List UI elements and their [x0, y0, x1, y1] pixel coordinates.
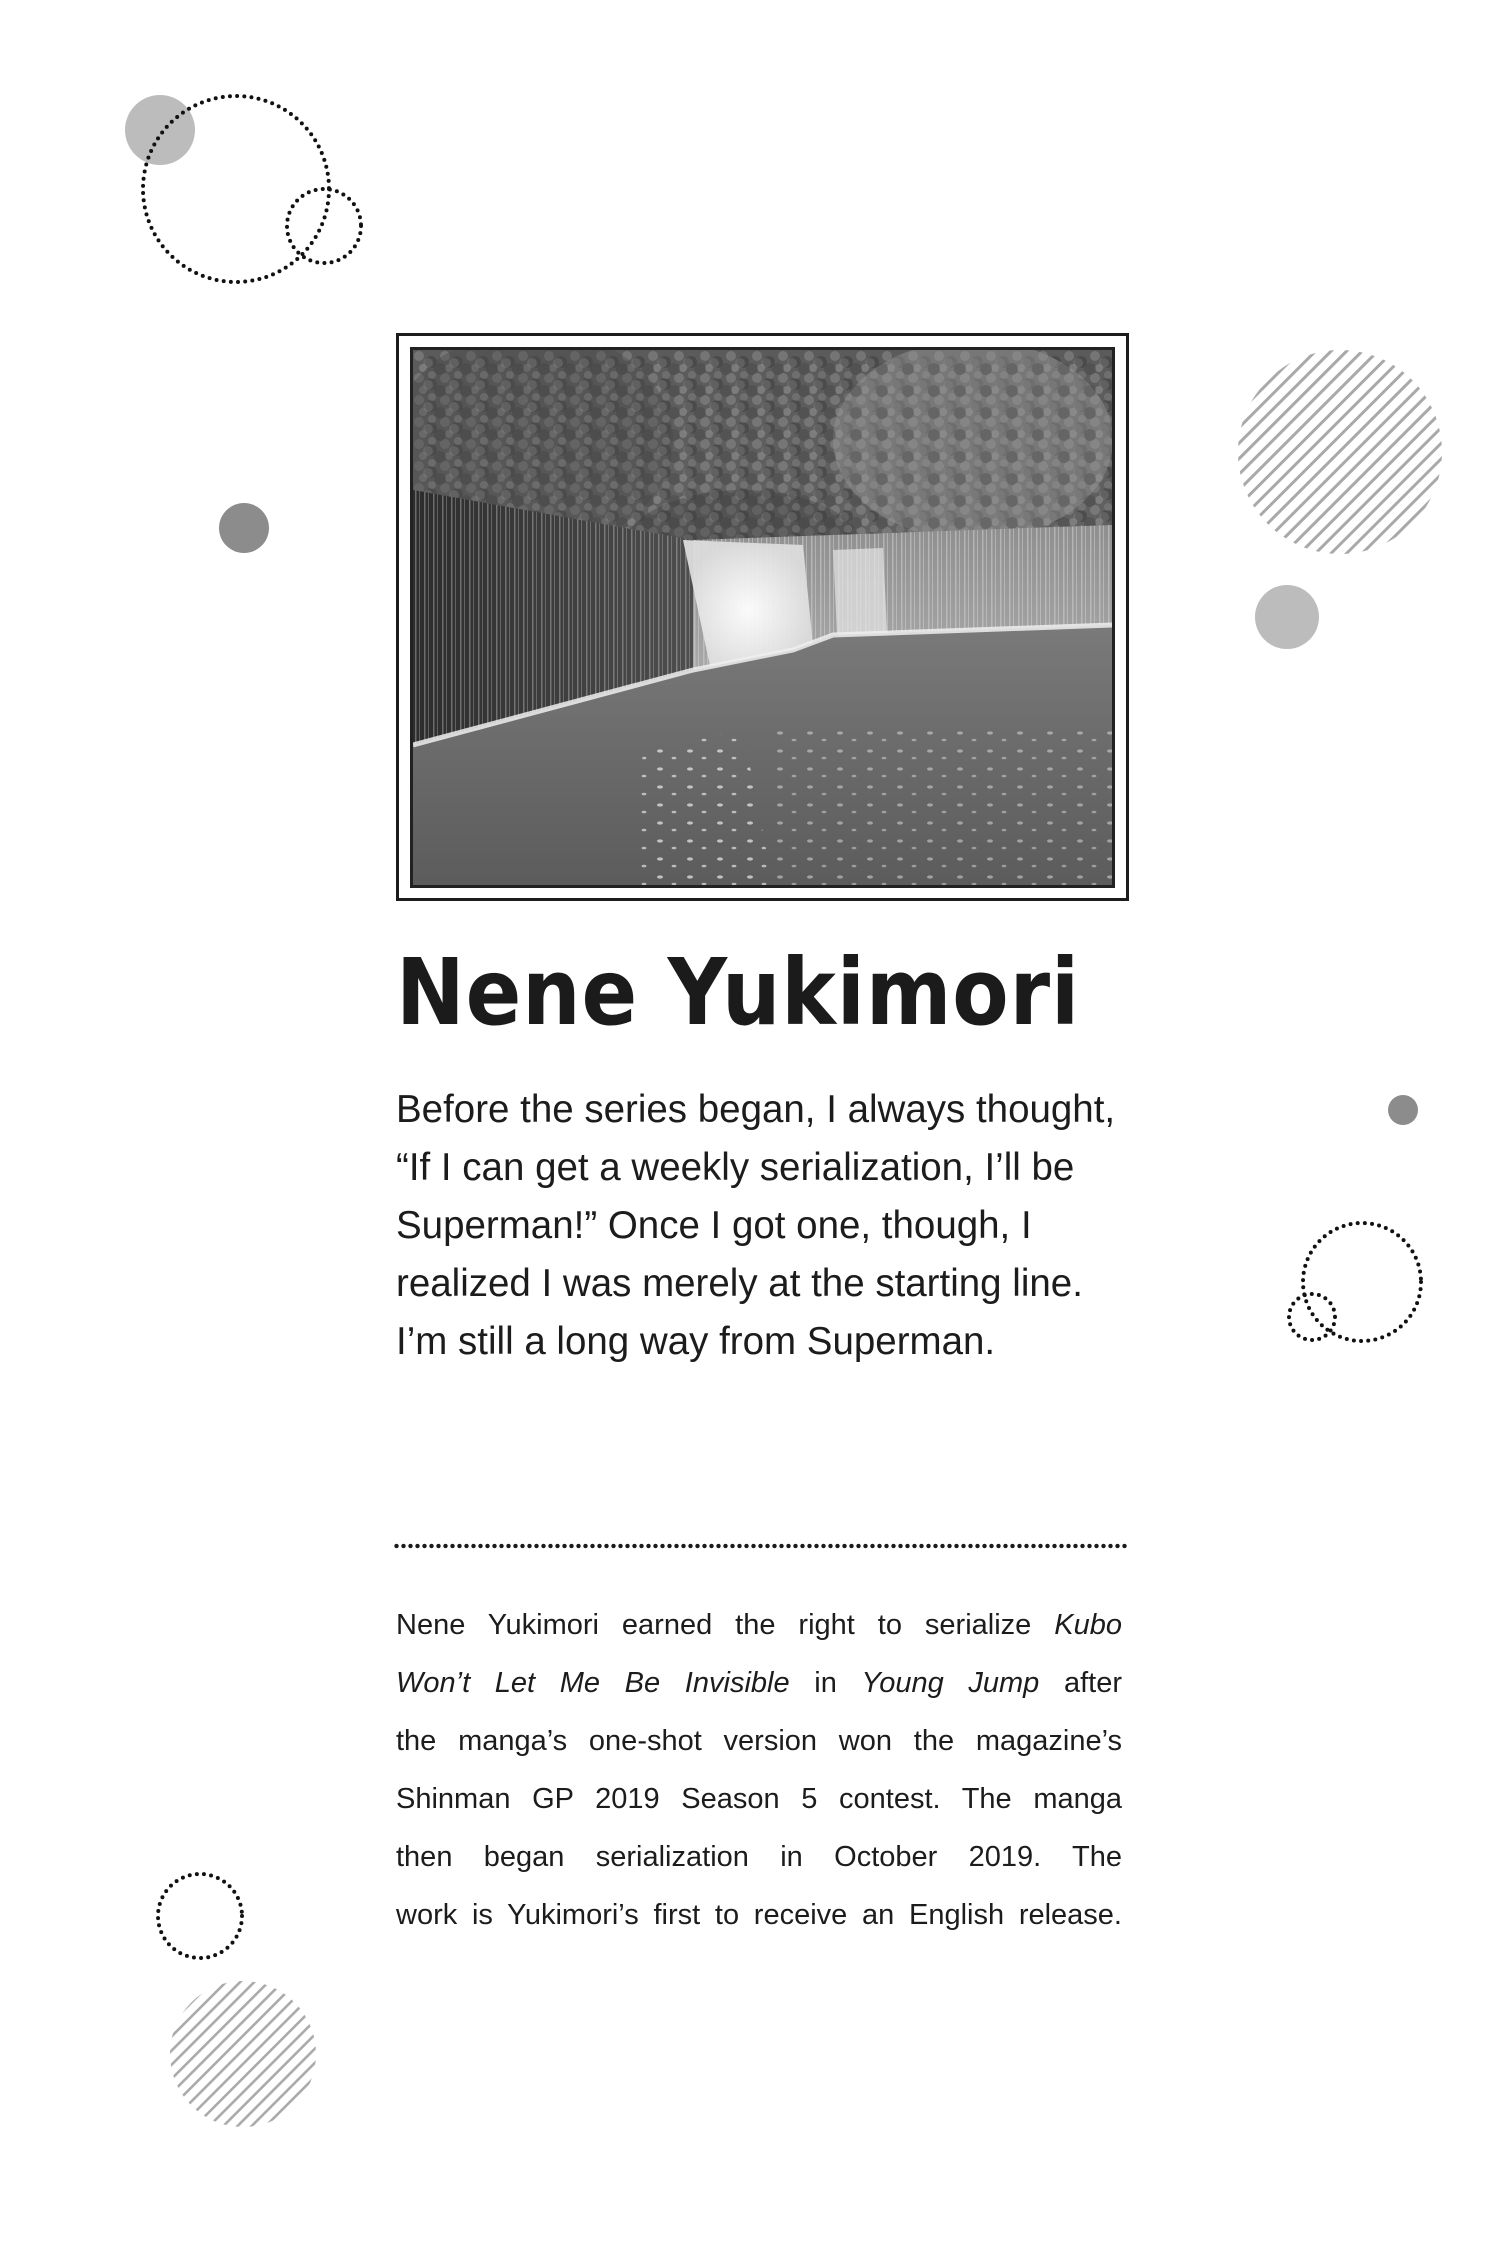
dark-dot-right	[1388, 1095, 1418, 1125]
series-title-part: Kubo	[1054, 1609, 1122, 1641]
quote-line: “If I can get a weekly serialization, I’ll be	[396, 1146, 1075, 1189]
hatched-circle-bottom-left	[170, 1981, 316, 2127]
waterfall-photo	[410, 347, 1115, 888]
bio-line	[396, 1596, 1122, 1654]
bio-line: then began serialization in October 2019. The	[396, 1841, 1122, 1873]
bio-text: after	[1063, 1667, 1122, 1699]
author-quote	[396, 1081, 1156, 1371]
bio-text: in	[814, 1667, 837, 1699]
photo-frame	[396, 333, 1129, 901]
gray-dot-left	[219, 503, 269, 553]
dotted-divider	[393, 1543, 1127, 1549]
bio-line: Shinman GP 2019 Season 5 contest. The manga	[396, 1783, 1122, 1815]
quote-line: Before the series began, I always thought,	[396, 1088, 1116, 1131]
quote-line: I’m still a long way from Superman.	[396, 1320, 996, 1363]
bio-text: Nene Yukimori earned the right to serialize	[396, 1609, 1032, 1641]
series-title-part: Won’t Let Me Be Invisible	[396, 1667, 790, 1699]
dotted-ring-small-right	[1289, 1294, 1335, 1340]
bio-line	[396, 1654, 1122, 1712]
dotted-ring-large-right	[1303, 1223, 1421, 1341]
bio-line: the manga’s one-shot version won the magazine’s	[396, 1725, 1122, 1757]
quote-line: Superman!” Once I got one, though, I	[396, 1204, 1032, 1247]
hatched-circle-right	[1238, 350, 1442, 554]
gray-dot-right	[1255, 585, 1319, 649]
gray-dot-top-left	[125, 95, 195, 165]
quote-line: realized I was merely at the starting line.	[396, 1262, 1083, 1305]
magazine-title: Young Jump	[861, 1667, 1040, 1699]
dotted-ring-bottom-left	[158, 1874, 242, 1958]
author-name: Nene Yukimori	[396, 939, 1080, 1046]
dotted-ring-small-top-left	[287, 189, 361, 263]
bio-line: work is Yukimori’s first to receive an English release.	[396, 1899, 1122, 1931]
author-bio	[396, 1596, 1122, 1944]
